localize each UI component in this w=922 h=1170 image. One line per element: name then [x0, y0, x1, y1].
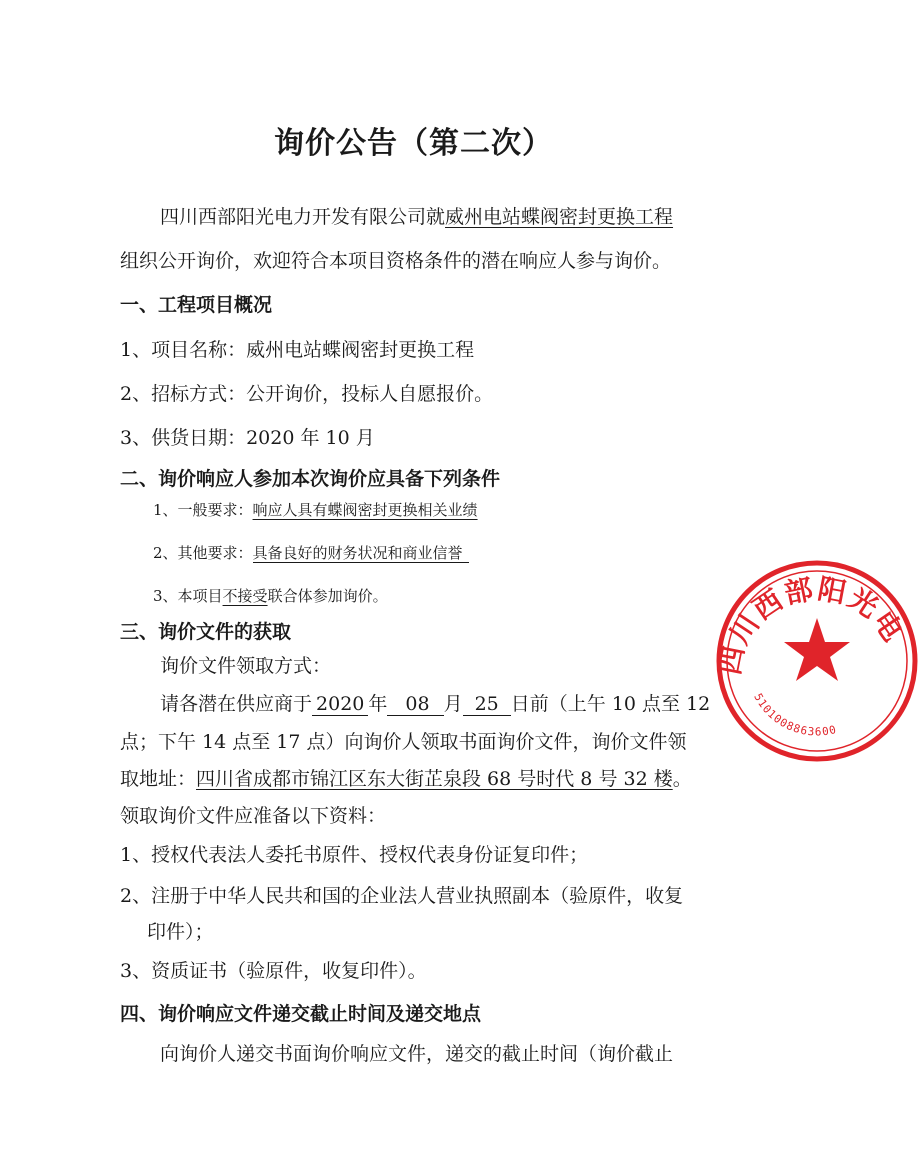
section-2-item-3: [153, 585, 388, 606]
deadline-year: 2020: [312, 694, 368, 716]
consortium-text-post: 联合体参加询价。: [267, 587, 388, 605]
intro-company: 四川西部阳光电力开发有限公司就: [160, 206, 446, 228]
required-doc-3: 3、资质证书（验原件，收复印件）。: [120, 960, 427, 982]
intro-project-name: 威州电站蝶阀密封更换工程: [445, 206, 674, 228]
year-unit: 年: [368, 693, 388, 715]
seal-star-icon: [784, 618, 850, 681]
intro-line-1: [160, 202, 673, 229]
retrieval-method-label: 询价文件领取方式：: [160, 655, 332, 677]
company-seal: [712, 556, 922, 766]
required-doc-1: 1、授权代表法人委托书原件、授权代表身份证复印件；: [120, 844, 589, 866]
address-end: 。: [672, 768, 692, 790]
retrieval-address: 四川省成都市锦江区东大街芷泉段 68 号时代 8 号 32 楼: [196, 768, 673, 790]
general-requirement-value: 响应人具有蝶阀密封更换相关业绩: [252, 501, 478, 519]
section-4-heading: 四、询价响应文件递交截止时间及递交地点: [120, 1003, 482, 1025]
seal-number-path: 5101008863600: [751, 691, 839, 739]
deadline-month: 08: [387, 694, 443, 716]
consortium-text-pre: 3、本项目: [153, 587, 223, 605]
section-1-heading: 一、工程项目概况: [120, 294, 273, 316]
month-unit: 月: [443, 693, 463, 715]
required-doc-2-cont: 印件）；: [147, 921, 214, 943]
section-2-item-2: [153, 542, 469, 563]
retrieval-line-2: 点；下午 14 点至 17 点）向询价人领取书面询价文件，询价文件领: [120, 731, 687, 753]
section-1-item-3: 3、供货日期：2020 年 10 月: [120, 427, 375, 449]
section-1-item-1: 1、项目名称：威州电站蝶阀密封更换工程: [120, 339, 475, 361]
required-doc-2: 2、注册于中华人民共和国的企业法人营业执照副本（验原件，收复: [120, 885, 684, 907]
other-requirement-value: 具备良好的财务状况和商业信誉: [253, 544, 469, 563]
section-4-line-1: 向询价人递交书面询价响应文件，递交的截止时间（询价截止: [160, 1043, 674, 1065]
retrieval-line-1-tail: 日前（上午 10 点至 12: [510, 693, 711, 715]
section-2-heading: 二、询价响应人参加本次询价应具备下列条件: [120, 468, 501, 490]
retrieval-line-3: [120, 764, 692, 791]
retrieval-line-4: 领取询价文件应准备以下资料：: [120, 805, 387, 827]
page-title: 询价公告（第二次）: [274, 126, 553, 161]
seal-text-path: 四川西部阳光电: [713, 572, 911, 678]
consortium-not-accepted: 不接受: [222, 587, 268, 605]
deadline-day: 25: [463, 694, 511, 716]
retrieval-line-1: [160, 689, 710, 716]
section-1-item-2: 2、招标方式：公开询价，投标人自愿报价。: [120, 383, 494, 405]
seal-number: [751, 691, 838, 738]
section-2-item-1: [153, 499, 478, 520]
intro-line-2: 组织公开询价，欢迎符合本项目资格条件的潜在响应人参与询价。: [120, 250, 672, 272]
other-requirement-label: 2、其他要求：: [153, 544, 253, 562]
retrieval-line-1-text: 请各潜在供应商于: [160, 693, 313, 715]
section-3-heading: 三、询价文件的获取: [120, 621, 292, 643]
address-label: 取地址：: [120, 768, 197, 790]
general-requirement-label: 1、一般要求：: [153, 501, 253, 519]
